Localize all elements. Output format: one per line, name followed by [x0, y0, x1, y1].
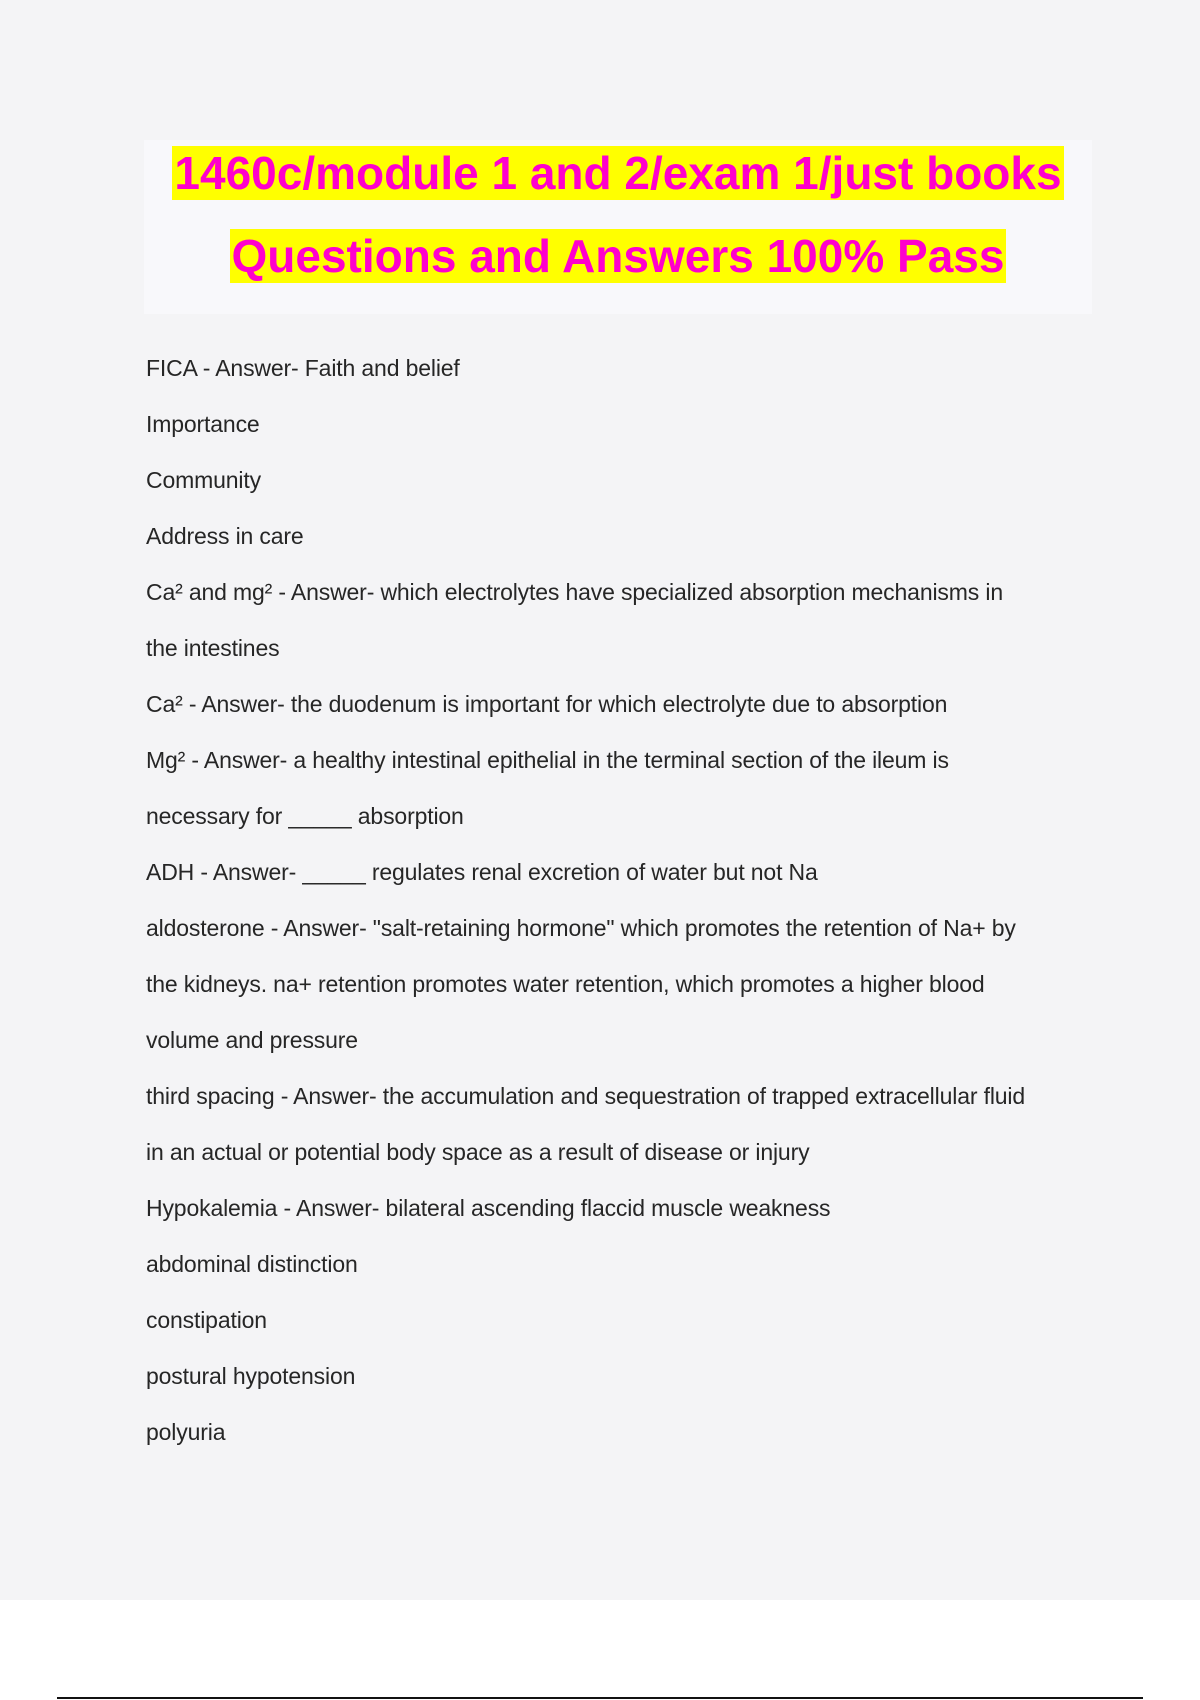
text-line: postural hypotension	[146, 1363, 356, 1389]
qa-content	[146, 340, 1096, 1460]
document-title	[144, 140, 1092, 314]
title-line-1: 1460c/module 1 and 2/exam 1/just books	[174, 147, 1062, 199]
text-line: ADH - Answer- _____ regulates renal excretion of water but not Na	[146, 859, 818, 885]
text-line: Ca² - Answer- the duodenum is important for which electrolyte due to absorption	[146, 691, 948, 717]
text-line: polyuria	[146, 1419, 226, 1445]
text-line: Ca² and mg² - Answer- which electrolytes have specialized absorption mechanisms in	[146, 579, 1003, 605]
text-line: FICA - Answer- Faith and belief	[146, 355, 460, 381]
text-line: third spacing - Answer- the accumulation and sequestration of trapped extracellular fluid	[146, 1083, 1026, 1109]
text-line: necessary for _____ absorption	[146, 803, 464, 829]
text-line: Address in care	[146, 523, 304, 549]
text-line: Importance	[146, 411, 260, 437]
footer-rule	[57, 1697, 1143, 1699]
text-line: the intestines	[146, 635, 280, 661]
text-line: in an actual or potential body space as a result of disease or injury	[146, 1139, 810, 1165]
text-line: volume and pressure	[146, 1027, 358, 1053]
title-line-2: Questions and Answers 100% Pass	[231, 230, 1005, 282]
text-line: Hypokalemia - Answer- bilateral ascending flaccid muscle weakness	[146, 1195, 831, 1221]
text-line: constipation	[146, 1307, 267, 1333]
text-line: the kidneys. na+ retention promotes water retention, which promotes a higher blood	[146, 971, 985, 997]
text-line: Mg² - Answer- a healthy intestinal epithelial in the terminal section of the ileum is	[146, 747, 949, 773]
text-line: Community	[146, 467, 261, 493]
text-line: abdominal distinction	[146, 1251, 358, 1277]
text-line: aldosterone - Answer- "salt-retaining hormone" which promotes the retention of Na+ by	[146, 915, 1016, 941]
